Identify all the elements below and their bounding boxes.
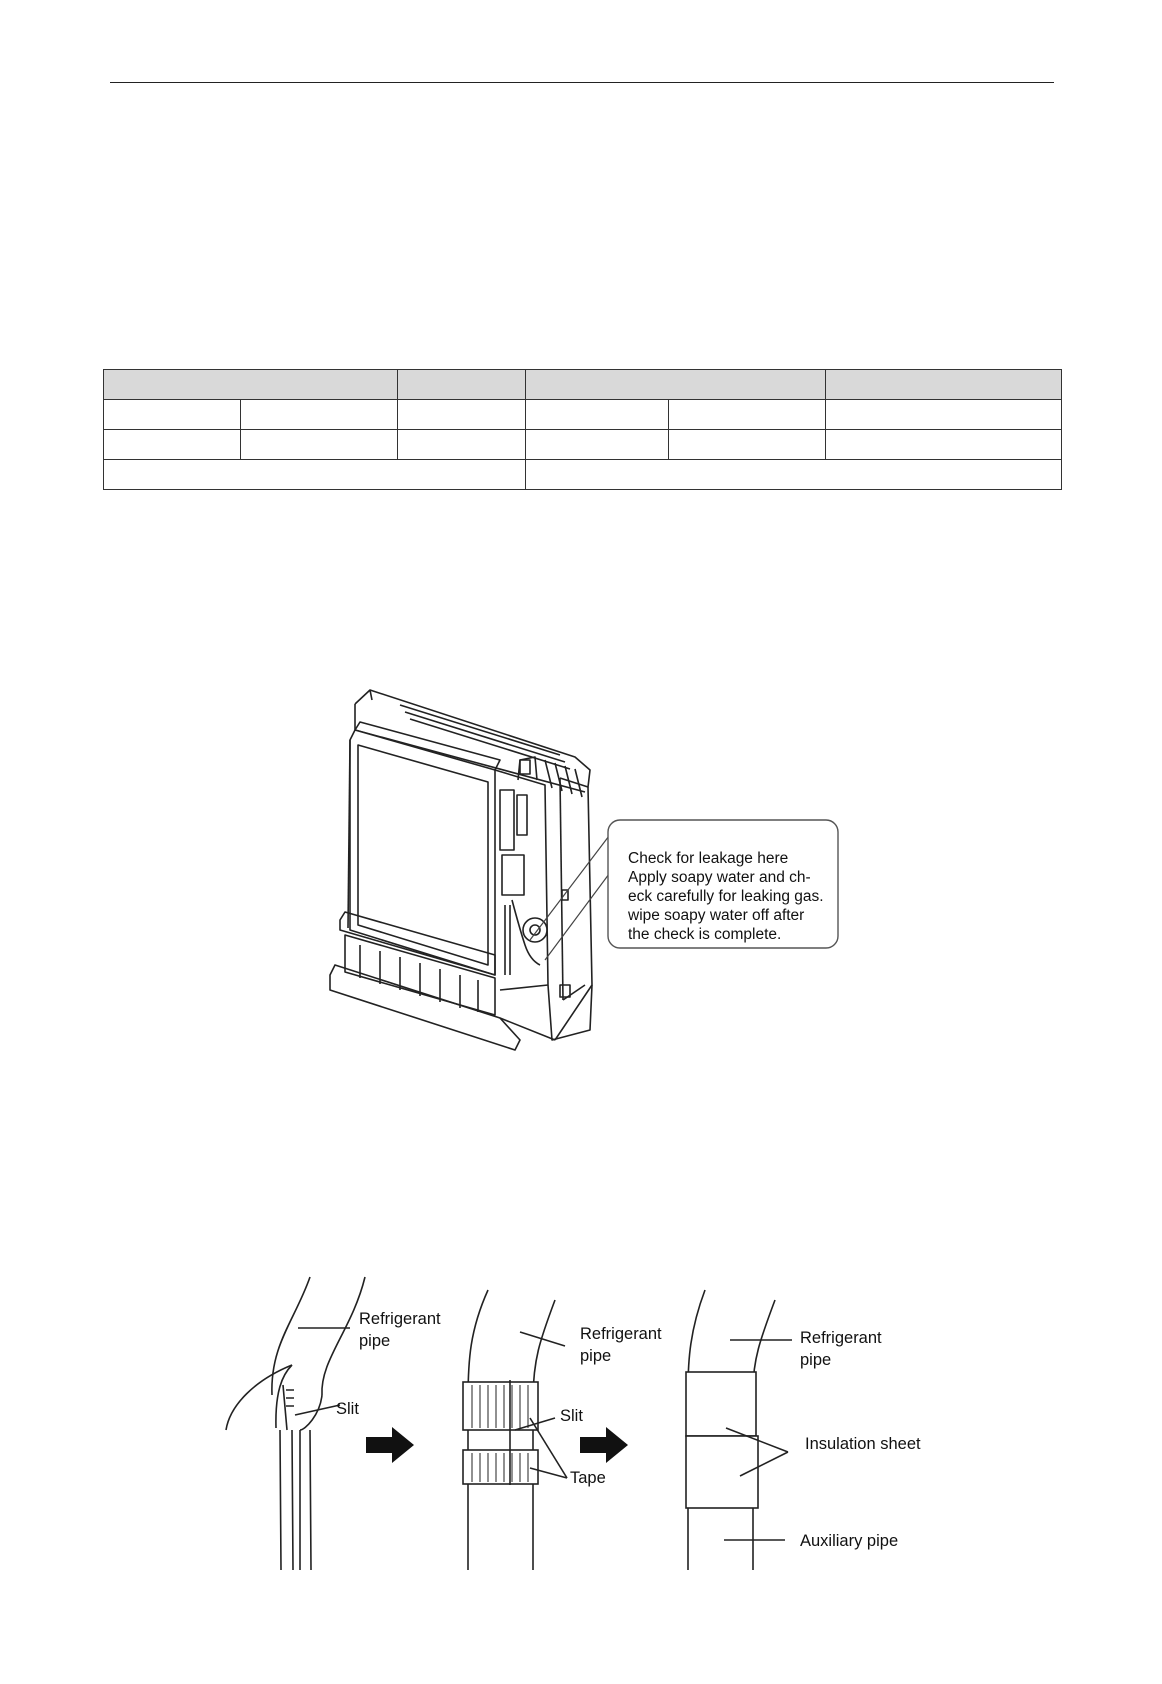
arrow-right-icon [580, 1427, 628, 1463]
callout-line: Apply soapy water and ch- [628, 869, 811, 886]
callout-line: wipe soapy water off after [628, 907, 805, 924]
arrow-right-icon [366, 1427, 414, 1463]
label-auxiliary-pipe: Auxiliary pipe [800, 1532, 899, 1550]
leak-check-callout [530, 820, 838, 960]
label-slit: Slit [560, 1407, 583, 1425]
label-pipe: pipe [800, 1351, 832, 1369]
label-tape: Tape [570, 1469, 606, 1487]
label-pipe: pipe [580, 1347, 612, 1365]
pipe-step-3 [686, 1290, 792, 1570]
label-refrigerant: Refrigerant [359, 1310, 441, 1328]
indoor-unit-illustration [330, 690, 592, 1050]
callout-line: the check is complete. [628, 926, 782, 943]
label-refrigerant: Refrigerant [800, 1329, 882, 1347]
label-insulation-sheet: Insulation sheet [805, 1435, 921, 1453]
label-refrigerant: Refrigerant [580, 1325, 662, 1343]
label-slit: Slit [336, 1400, 359, 1418]
pipe-step-2 [463, 1290, 567, 1570]
callout-line: eck carefully for leaking gas. [628, 888, 824, 905]
pipe-step-1 [226, 1277, 365, 1570]
label-pipe: pipe [359, 1332, 391, 1350]
callout-line: Check for leakage here [628, 850, 789, 867]
